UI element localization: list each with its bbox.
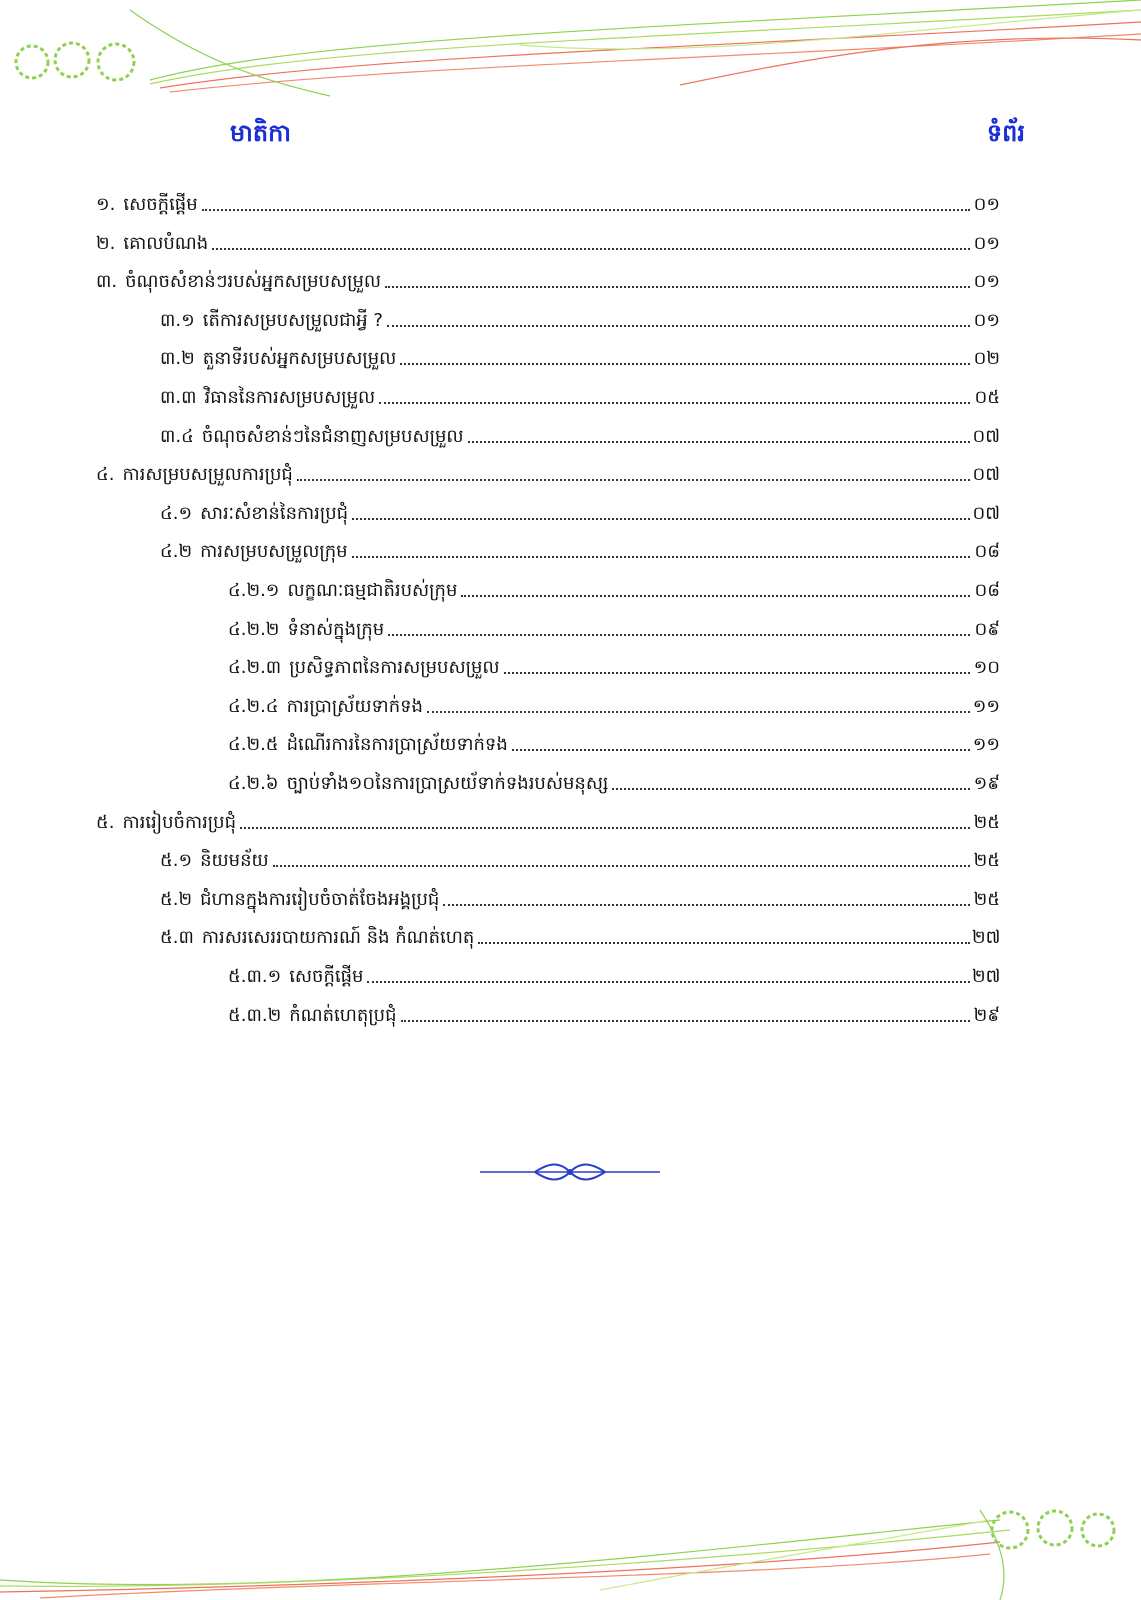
toc-entry-page: ០៨: [974, 541, 1000, 563]
dot-leader: [385, 286, 970, 288]
toc-entry-title: សេចក្តីផ្តើម: [289, 966, 364, 987]
toc-entry-number: ៣.៤: [160, 425, 194, 447]
toc-entry-page: ២៩: [973, 1004, 1000, 1026]
toc-entry-page: ០៨: [974, 580, 1000, 601]
dot-leader: [443, 904, 970, 906]
dot-leader: [401, 1020, 970, 1022]
dot-leader: [367, 981, 970, 983]
ornament-divider-icon: [480, 1160, 660, 1184]
dot-leader: [388, 634, 970, 636]
toc-entry-page: ២៧: [972, 927, 1001, 949]
toc-entry-page: ០៩: [974, 618, 1000, 640]
toc-entry[interactable]: [228, 761, 1000, 795]
dot-leader: [273, 865, 970, 867]
toc-entry-title: ការសម្របសម្រួលក្រុម: [200, 541, 348, 563]
dot-leader: [468, 441, 970, 443]
toc-entry[interactable]: [228, 607, 1000, 641]
toc-entry-page: ០៥: [974, 387, 1000, 408]
toc-entry-page: ០៧: [972, 464, 1000, 486]
toc-entry-number: ៥.: [96, 811, 115, 833]
toc-entry-title: ប្រសិទ្ធភាពនៃការសម្របសម្រួល: [289, 657, 500, 679]
toc-entry[interactable]: [160, 491, 1000, 525]
toc-entry-page: ០២: [973, 348, 1000, 370]
toc-entry-title: ចំណុចសំខាន់ៗនៃជំនាញសម្របសម្រួល: [201, 425, 464, 447]
dot-leader: [512, 749, 970, 751]
toc-entry-number: ២.: [96, 232, 116, 254]
toc-entry-number: ៣.២: [160, 348, 195, 370]
toc-entry-number: ៥.១: [160, 850, 193, 872]
dot-leader: [297, 479, 970, 481]
toc-entry-number: ៥.៣: [160, 927, 194, 949]
toc-entry-number: ៣.: [96, 271, 118, 293]
toc-entry[interactable]: [160, 336, 1000, 370]
toc-entry-title: តួនាទីរបស់អ្នកសម្របសម្រួល: [202, 348, 397, 370]
toc-entry-page: ១៩: [973, 773, 1000, 794]
dot-leader: [352, 556, 970, 558]
dot-leader: [352, 518, 970, 520]
toc-entry-title: ទំនាស់ក្នុងក្រុម: [287, 618, 385, 640]
toc-entry-title: វិធាននៃការសម្របសម្រួល: [204, 387, 376, 408]
toc-entry[interactable]: [160, 877, 1000, 911]
toc-entry[interactable]: [160, 529, 1000, 563]
toc-entry-page: ១០: [973, 657, 1000, 679]
toc-entry-title: ការរៀបចំការប្រជុំ: [122, 811, 237, 833]
toc-entry-title: លក្ខណៈធម្មជាតិរបស់ក្រុម: [287, 580, 458, 601]
toc-entry-number: ៤.២.៥: [228, 734, 279, 756]
toc-entry-title: សារៈសំខាន់នៃការប្រជុំ: [200, 502, 349, 524]
toc-entry-page: ០៧: [972, 425, 1000, 447]
toc-entry-title: ចំណុចសំខាន់ៗរបស់អ្នកសម្របសម្រួល: [125, 271, 382, 293]
toc-entry-number: ១.: [96, 194, 116, 215]
toc-entry-number: ៤.១: [160, 502, 193, 524]
toc-entry[interactable]: [160, 915, 1000, 949]
toc-entry[interactable]: [160, 298, 1000, 332]
toc-entry-number: ៤.២.៦: [228, 773, 279, 794]
dot-leader: [504, 672, 970, 674]
toc-entry-number: ៤.២.៣: [228, 657, 282, 679]
dot-leader: [212, 248, 970, 250]
toc-entry[interactable]: [228, 645, 1000, 679]
toc-entry-page: ២៥: [973, 850, 1000, 872]
toc-entry[interactable]: [228, 993, 1000, 1027]
toc-entry-title: សេចក្តីផ្តើម: [123, 194, 198, 215]
toc-entry[interactable]: [228, 722, 1000, 756]
flower-cluster-icon: [992, 1511, 1114, 1548]
toc-entry-number: ៥.៣.១: [228, 966, 282, 987]
page-title: មាតិកា: [230, 118, 291, 147]
toc-entry-title: កំណត់ហេតុប្រជុំ: [289, 1004, 397, 1026]
toc-entry[interactable]: [96, 182, 1000, 216]
dot-leader: [387, 325, 970, 327]
toc-entry-page: ០១: [973, 194, 1000, 215]
toc-entry[interactable]: [228, 568, 1000, 602]
toc-entry[interactable]: [228, 954, 1000, 988]
toc-entry[interactable]: [96, 259, 1000, 293]
toc-entry-number: ៤.២.៤: [228, 695, 279, 717]
toc-entry[interactable]: [160, 838, 1000, 872]
top-decoration: [0, 0, 1141, 110]
dot-leader: [427, 711, 970, 713]
toc-entry-page: ០១: [973, 232, 1000, 254]
dot-leader: [400, 363, 970, 365]
toc-entry-title: និយមន័យ: [200, 850, 269, 872]
toc-entry-number: ៤.២.២: [228, 618, 280, 640]
dot-leader: [379, 402, 970, 404]
toc-entry-title: តើការសម្របសម្រួលជាអ្វី ?: [202, 309, 383, 331]
toc-entry-page: ២៥: [973, 811, 1000, 833]
swoosh-lines: [0, 1510, 1010, 1600]
flower-cluster-icon: [16, 43, 134, 80]
toc-entry-page: ២៥: [973, 888, 1000, 910]
toc-entry[interactable]: [228, 684, 1000, 718]
toc-entry-title: ការសរសេររបាយការណ៍ និង កំណត់ហេតុ: [201, 927, 475, 949]
dot-leader: [612, 788, 970, 790]
toc-entry-title: ការប្រាស្រ័យទាក់ទង: [286, 695, 423, 717]
toc-entry-title: គោលបំណង: [123, 232, 209, 254]
dot-leader: [478, 942, 970, 944]
dot-leader: [461, 595, 970, 597]
toc-entry-page: ២៧: [972, 966, 1001, 987]
toc-entry[interactable]: [96, 800, 1000, 834]
toc-entry-number: ៤.២.១: [228, 580, 280, 601]
toc-entry[interactable]: [96, 452, 1000, 486]
toc-entry-title: ដំណើរការនៃការប្រាស្រ័យទាក់ទង: [286, 734, 508, 756]
toc-entry-number: ៣.១: [160, 309, 195, 331]
toc-entry-number: ៣.៣: [160, 387, 197, 408]
toc-entry-page: ០១: [973, 271, 1000, 293]
toc-entry-page: ០១: [973, 309, 1000, 331]
toc-entry-title: ការសម្របសម្រួលការប្រជុំ: [122, 464, 293, 486]
toc-entry-page: ១១: [972, 734, 1000, 756]
dot-leader: [202, 209, 970, 211]
toc-entry[interactable]: [96, 221, 1000, 255]
toc-entry-title: ច្បាប់ទាំង១០នៃការប្រាស្រយ័ទាក់ទងរបស់មនុស្ស: [286, 773, 609, 794]
page-column-label: ទំព័រ: [986, 118, 1025, 147]
swoosh-lines: [130, 0, 1141, 96]
toc-entry-title: ជំហានក្នុងការរៀបចំចាត់ចែងអង្គប្រជុំ: [200, 888, 440, 910]
toc-header: [230, 118, 1025, 158]
toc-entry-page: ១១: [972, 695, 1000, 717]
toc-entry[interactable]: [160, 375, 1000, 409]
toc-entry-number: ៤.២: [160, 541, 193, 563]
toc-entry[interactable]: [160, 414, 1000, 448]
bottom-decoration: [0, 1490, 1141, 1600]
dot-leader: [240, 827, 970, 829]
toc-entry-number: ៥.២: [160, 888, 193, 910]
toc-entry-number: ៤.: [96, 464, 115, 486]
toc-entry-page: ០៧: [972, 502, 1000, 524]
toc-entry-number: ៥.៣.២: [228, 1004, 282, 1026]
